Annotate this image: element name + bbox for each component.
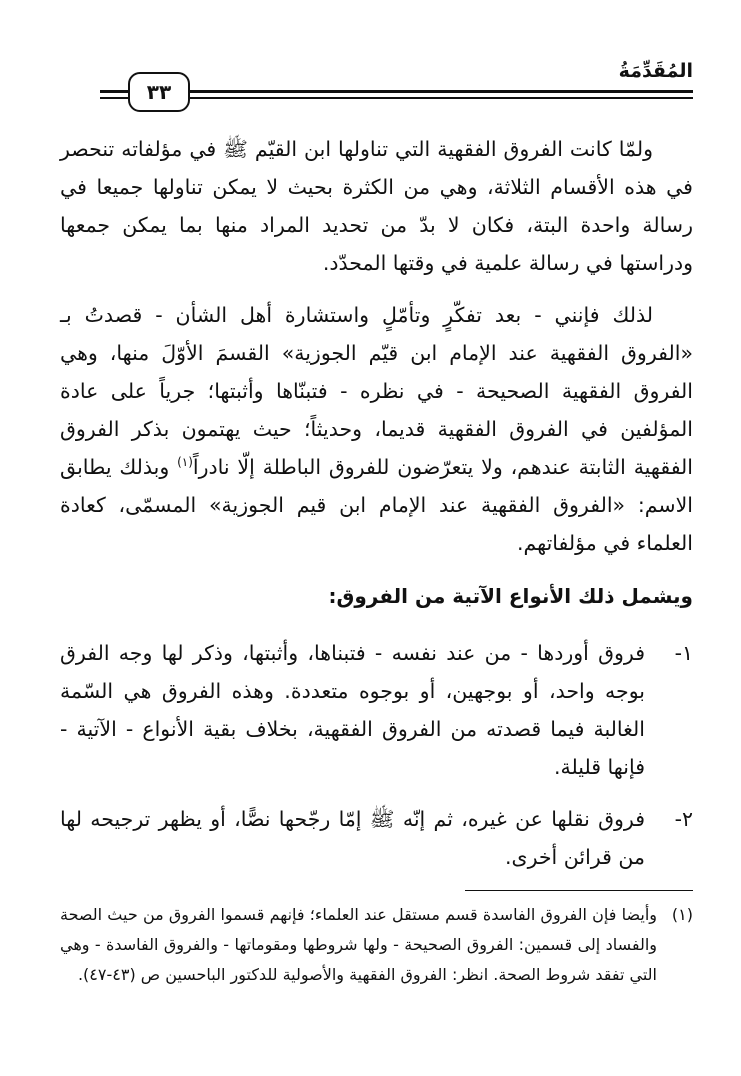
- footnote-text: وأيضا فإن الفروق الفاسدة قسم مستقل عند العلماء؛ فإنهم قسموا الفروق من حيث الصحة والفساد إلى قسمين: الفروق الصحيحة - ولها شروطها ومقوماتها - والفروق الفاسدة - وهي التي تفقد شروط الصحة. انظر: الفروق الفقهية والأصولية للدكتور الباحسين ص (٤٣-٤٧).: [60, 905, 657, 984]
- footnote: [60, 900, 693, 990]
- list-item-number: ٢-: [674, 807, 693, 831]
- section-subheading: ويشمل ذلك الأنواع الآتية من الفروق:: [328, 584, 693, 608]
- page-number: ٣٣: [128, 72, 190, 112]
- paragraph-1: ولمّا كانت الفروق الفقهية التي تناولها ابن القيّم ﷺ في مؤلفاته تنحصر في هذه الأقسام الثلاثة، وهي من الكثرة بحيث لا يمكن تناولها جميعا في رسالة واحدة البتة، فكان لا بدّ من تحديد المراد منها بما يمكن جمعها ودراستها في رسالة علمية في وقتها المحدّد.: [60, 137, 693, 275]
- list-item-text: فروق أوردها - من عند نفسه - فتبناها، وأثبتها، وذكر لها وجه الفرق بوجه واحد، أو بوجهين، أو بوجوه متعددة. وهذه الفروق هي السّمة الغالبة فيما قصدته من الفروق الفقهية، بخلاف بقية الأنواع - الآتية - فإنها قليلة.: [60, 641, 645, 779]
- footnote-reference: (١): [177, 455, 193, 470]
- footnote-separator: [465, 890, 693, 891]
- list-item: [60, 800, 693, 876]
- list-item-text: فروق نقلها عن غيره، ثم إنّه ﷺ إمّا رجّحها نصًّا، أو يظهر ترجيحه لها من قرائن أخرى.: [60, 807, 645, 869]
- list-item: [60, 634, 693, 786]
- paragraph-2-text: لذلك فإنني - بعد تفكّرٍ وتأمّلٍ واستشارة أهل الشأن - قصدتُ بـ «الفروق الفقهية عند الإمام ابن قيّم الجوزية» القسمَ الأوّلَ منها، وهي الفروق الفقهية الصحيحة - في نظره - فتبنّاها وأثبتها؛ جرياً على عادة المؤلفين في الفروق الفقهية قديما، وحديثاً؛ حيث يهتمون بذكر الفروق الفقهية الثابتة عندهم، ولا يتعرّضون للفروق الباطلة إلّا نادراً: [60, 303, 693, 479]
- paragraph-2: [60, 296, 693, 562]
- list-item-number: ١-: [674, 641, 693, 665]
- footnote-number: (١): [671, 905, 693, 924]
- running-title: المُقَدِّمَةُ: [618, 60, 693, 82]
- paragraph-2-tail: وبذلك يطابق الاسم: «الفروق الفقهية عند الإمام ابن قيم الجوزية» المسمّى، كعادة العلماء في مؤلفاتهم.: [60, 455, 693, 555]
